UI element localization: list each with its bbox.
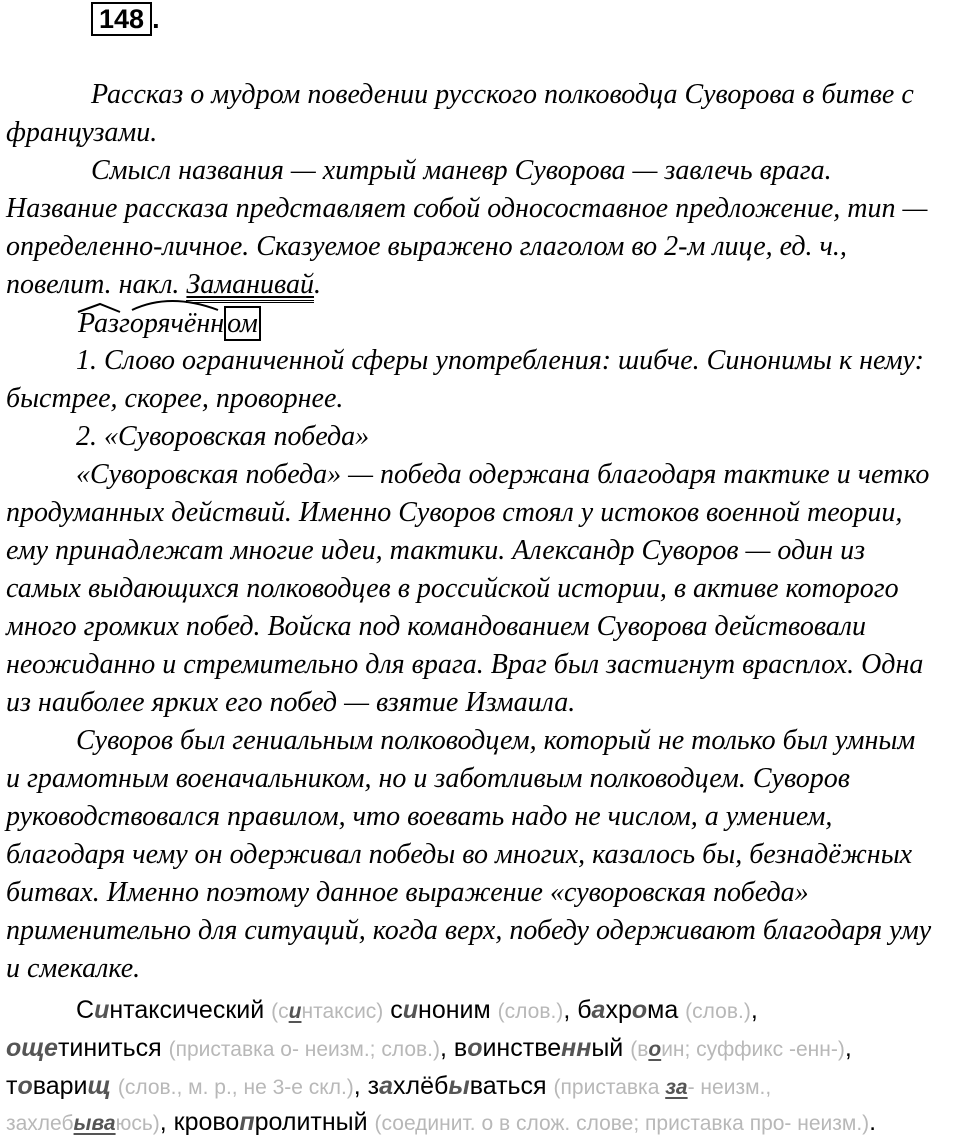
- word-note: (соединит. о в слож. слове; приставка про- неизм.): [374, 1112, 870, 1135]
- text-line: 1. Слово ограниченной сферы употребления: шибче. Синонимы к нему:: [76, 345, 924, 376]
- word-list-line: [6, 1106, 876, 1140]
- predicate-word: Заманивай: [186, 269, 314, 303]
- word-note: (с: [271, 1000, 289, 1023]
- text-line: быстрее, скорее, проворнее.: [6, 383, 344, 414]
- word-part: р: [254, 1108, 269, 1136]
- text-line: продуманных действий. Именно Суворов стоял у истоков военной теории,: [6, 497, 903, 528]
- text-line: и смекалке.: [6, 953, 141, 984]
- word-note-letter: за: [665, 1076, 688, 1099]
- spelling-letter: п: [239, 1108, 255, 1136]
- word-note: (слов.): [497, 1000, 564, 1023]
- task-number: [91, 4, 160, 34]
- word-part: ма: [647, 996, 686, 1024]
- spelling-letter: нн: [561, 1034, 592, 1062]
- word-note: захлеб: [6, 1112, 74, 1135]
- word-note-letter: и: [288, 1000, 302, 1023]
- word-note: - неизм.,: [687, 1076, 772, 1099]
- spelling-letter: и: [94, 996, 110, 1024]
- word-part: , в: [440, 1034, 468, 1062]
- spelling-letter: о: [6, 1034, 22, 1062]
- word-part: с: [383, 996, 403, 1024]
- spelling-letter: о: [631, 996, 648, 1024]
- spelling-letter: о: [467, 1034, 483, 1062]
- word-note: ин; суффикс -енн-): [661, 1038, 845, 1061]
- text-line: Суворов был гениальным полководцем, который не только был умным: [76, 725, 916, 756]
- text-line: руководствовался правилом, что воевать надо не числом, а умением,: [6, 801, 833, 832]
- text-line: «Суворовская победа» — победа одержана благодаря тактике и четко: [76, 459, 930, 490]
- spelling-letter: о: [17, 1072, 33, 1100]
- word-part: [111, 1072, 118, 1100]
- word-note: (приставка о- неизм.; слов.): [168, 1038, 440, 1061]
- word-part: , крово: [159, 1108, 240, 1136]
- word-part: ,: [844, 1034, 852, 1062]
- morphemic-analysis-word: [78, 307, 261, 341]
- word-part: тиниться: [57, 1034, 169, 1062]
- word-note: (в: [630, 1038, 649, 1061]
- task-number-dot: .: [152, 4, 160, 34]
- word-part: олитный: [268, 1108, 375, 1136]
- word-note: юсь): [115, 1112, 160, 1135]
- word-part: ноним: [418, 996, 498, 1024]
- text-line: из наиболее ярких его побед — взятие Измаила.: [6, 687, 576, 718]
- text-line: самых выдающихся полководцев в российской истории, в активе которого: [6, 573, 899, 604]
- text-line: неожиданно и стремительно для врага. Враг был застигнут врасплох. Одна: [6, 649, 924, 680]
- text-line: Смысл названия — хитрый маневр Суворова — завлечь врага.: [91, 155, 832, 186]
- word-part: хр: [605, 996, 632, 1024]
- word-part: ый: [591, 1034, 631, 1062]
- word-note: нтаксис): [301, 1000, 384, 1023]
- spelling-letter: е: [44, 1034, 58, 1062]
- text-line: ему принадлежат многие идеи, тактики. Александр Суворов — один из: [6, 535, 866, 566]
- text-line: благодаря чему он одерживал победы во многих, казалось бы, безнадёжных: [6, 839, 913, 870]
- text-line: битвах. Именно поэтому данное выражение «суворовская победа»: [6, 877, 809, 908]
- word-part: т: [6, 1072, 18, 1100]
- spelling-letter: а: [379, 1072, 394, 1100]
- word-part: нтаксический: [109, 996, 272, 1024]
- text-line: Рассказ о мудром поведении русского полководца Суворова в битве с: [91, 79, 914, 110]
- spelling-letter: а: [591, 996, 606, 1024]
- word-list-line: [76, 994, 758, 1028]
- word-note-letter: о: [648, 1038, 662, 1061]
- word-part: инстве: [482, 1034, 562, 1062]
- spelling-letter: щ: [21, 1034, 45, 1062]
- spelling-letter: щ: [87, 1072, 111, 1100]
- word-stem: Разгорячённ: [78, 308, 225, 339]
- word-part: ваться: [469, 1072, 554, 1100]
- word-part: хлёб: [393, 1072, 449, 1100]
- text-fragment: повелит. накл.: [6, 269, 187, 300]
- word-list-line: [6, 1032, 852, 1066]
- word-note: (слов., м. р., не 3-е скл.): [117, 1076, 354, 1099]
- spelling-letter: и: [402, 996, 419, 1024]
- word-note: (приставка: [553, 1076, 666, 1099]
- word-part: вари: [32, 1072, 88, 1100]
- text-fragment: .: [314, 269, 322, 300]
- word-list-line: [6, 1070, 771, 1104]
- word-part: , б: [563, 996, 592, 1024]
- text-line: много громких побед. Войска под командованием Суворова действовали: [6, 611, 867, 642]
- word-part: , з: [353, 1072, 380, 1100]
- word-note: (слов.): [685, 1000, 751, 1023]
- text-line: и грамотным военачальником, но и заботливым полководцем. Суворов: [6, 763, 850, 794]
- text-line: Название рассказа представляет собой односоставное предложение, тип —: [6, 193, 928, 224]
- spelling-letter: ы: [448, 1072, 470, 1100]
- text-line: применительно для ситуаций, когда верх, победу одерживают благодаря уму: [6, 915, 932, 946]
- task-number-box: 148: [91, 2, 152, 36]
- word-part: .: [869, 1108, 877, 1136]
- word-part: С: [76, 996, 95, 1024]
- text-line: определенно-личное. Сказуемое выражено глаголом во 2-м лице, ед. ч.,: [6, 231, 847, 262]
- text-line: 2. «Суворовская победа»: [76, 421, 370, 452]
- text-line: французами.: [6, 117, 158, 148]
- word-part: ,: [750, 996, 758, 1024]
- word-note-letter: ыва: [73, 1112, 116, 1135]
- word-ending-box: ом: [224, 306, 261, 341]
